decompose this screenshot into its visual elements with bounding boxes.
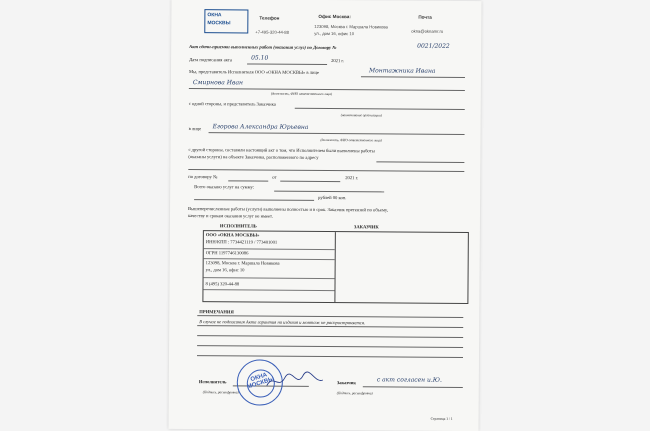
client-signature-handwritten: с акт согласен и.Ю. bbox=[376, 376, 442, 384]
address-line-2 bbox=[188, 169, 464, 172]
total-line bbox=[274, 191, 384, 193]
year-2: 2021 г. bbox=[345, 175, 359, 181]
rub-label: рублей 00 коп. bbox=[318, 194, 347, 201]
act-title: Акт сдачи-приемки выполненных работ (оказания услуг) по Договору № bbox=[189, 44, 337, 51]
phone-label: Телефон bbox=[259, 15, 280, 21]
table-row-line bbox=[203, 289, 334, 291]
address-line bbox=[376, 161, 464, 163]
done-text-2: качеству и срокам оказания услуг не имеет. bbox=[187, 213, 273, 219]
table-divider bbox=[334, 232, 335, 302]
ogrn: ОГРН 1197746130086 bbox=[205, 250, 249, 256]
sign-date-label: Дата подписания акта bbox=[189, 57, 232, 63]
document-sheet bbox=[169, 0, 482, 431]
mail-value: okna@oknamr.ru bbox=[411, 28, 444, 34]
page-number: Страница 1 / 1 bbox=[430, 416, 453, 421]
logo-line1: ОКНА bbox=[207, 12, 222, 19]
inn-kpp: ИНН/КПП : 7734421119 / 773401001 bbox=[205, 239, 278, 245]
address-line2: ул., дом 16, офис 10 bbox=[205, 267, 245, 273]
notes-line-1 bbox=[197, 325, 463, 328]
rep-line bbox=[361, 76, 465, 78]
org-caption: (наименование организации) bbox=[340, 113, 382, 118]
address-line1: 123098, Москва г. Маршала Новикова bbox=[205, 260, 280, 266]
client-sign-line bbox=[363, 386, 463, 388]
one-side-text: с одной стороны, и представитель Заказчика bbox=[188, 101, 276, 107]
notes-title: ПРИМЕЧАНИЯ bbox=[199, 309, 234, 315]
table-row-line bbox=[204, 277, 335, 279]
client-sign-label: Заказчик bbox=[336, 380, 357, 386]
office-value-2: ул., дом 16, офис 10 bbox=[314, 30, 355, 37]
total-label: Всего оказано услуг на сумму: bbox=[194, 184, 255, 190]
sign-date-handwritten: 05.10 bbox=[251, 54, 269, 62]
from-label: от bbox=[272, 174, 277, 180]
notes-text: В случае не подписания Акта гарантия на изделия и монтаж не распространяется. bbox=[199, 319, 366, 326]
office-label: Офис Москва: bbox=[318, 13, 351, 20]
rub-line bbox=[194, 199, 314, 201]
executor-column-header: ИСПОЛНИТЕЛЬ bbox=[219, 223, 257, 229]
org-line bbox=[295, 108, 465, 110]
we-text: Мы, представитель Исполнителя ООО «ОКНА МОСКВЫ» в лице bbox=[188, 69, 319, 75]
notes-line-4 bbox=[197, 355, 463, 358]
contract-no-line bbox=[228, 180, 268, 181]
contract-number-handwritten: 0021/2022 bbox=[417, 42, 450, 50]
position-caption: (должность, ФИО ответственного лица) bbox=[270, 91, 333, 97]
representative2-handwritten: Смирнова Иван bbox=[192, 79, 244, 87]
sign-date-year: 2021 г. bbox=[331, 58, 344, 64]
contract-line-label: по договору № bbox=[188, 174, 218, 180]
other-side-text-2: (оказаны услуги) на объекте Заказчика, расположенного по адресу bbox=[188, 154, 319, 160]
phone-value: +7-495-320-44-88 bbox=[255, 29, 289, 35]
executor-sign-label: Исполнитель bbox=[198, 379, 227, 385]
fio-caption: (должность, ФИО ответственного лица) bbox=[320, 137, 382, 143]
notes-line-2 bbox=[197, 335, 463, 338]
notes-line-3 bbox=[197, 345, 463, 348]
company-logo bbox=[204, 9, 248, 33]
in-person-label: в лице bbox=[188, 126, 202, 132]
company-phone: 8 (495) 320-44-88 bbox=[205, 281, 240, 287]
office-value-1: 123098, Москва г. Маршала Новикова bbox=[314, 23, 388, 30]
mail-label: Почта bbox=[418, 14, 432, 20]
stamp-text: ОКНА МОСКВЫ bbox=[246, 372, 275, 391]
client-column-header: ЗАКАЗЧИК bbox=[353, 224, 379, 230]
executor-signature bbox=[265, 370, 325, 392]
client-handwritten: Егорова Александра Юрьевна bbox=[212, 123, 309, 131]
notes-line bbox=[197, 315, 463, 318]
other-side-text-1: с другой стороны, составили настоящий акт о том, что Исполнителем были выполнены работы bbox=[188, 147, 375, 154]
client-line bbox=[209, 132, 465, 135]
client-sign-caption: (Подпись, расшифровка) bbox=[336, 391, 373, 396]
executor-sign-caption: (Подпись, расшифровка) bbox=[202, 390, 239, 395]
logo-line2: МОСКВЫ bbox=[207, 20, 231, 27]
sign-date-line bbox=[247, 63, 327, 65]
representative-handwritten: Монтажника Ивана bbox=[368, 67, 436, 75]
done-text-1: Вышеперечисленные работы (услуги) выполнены полностью и в срок. Заказчик претензий по объему, bbox=[188, 206, 388, 213]
from-line bbox=[280, 181, 340, 182]
company-name: ООО «ОКНА МОСКВЫ» bbox=[205, 232, 260, 238]
